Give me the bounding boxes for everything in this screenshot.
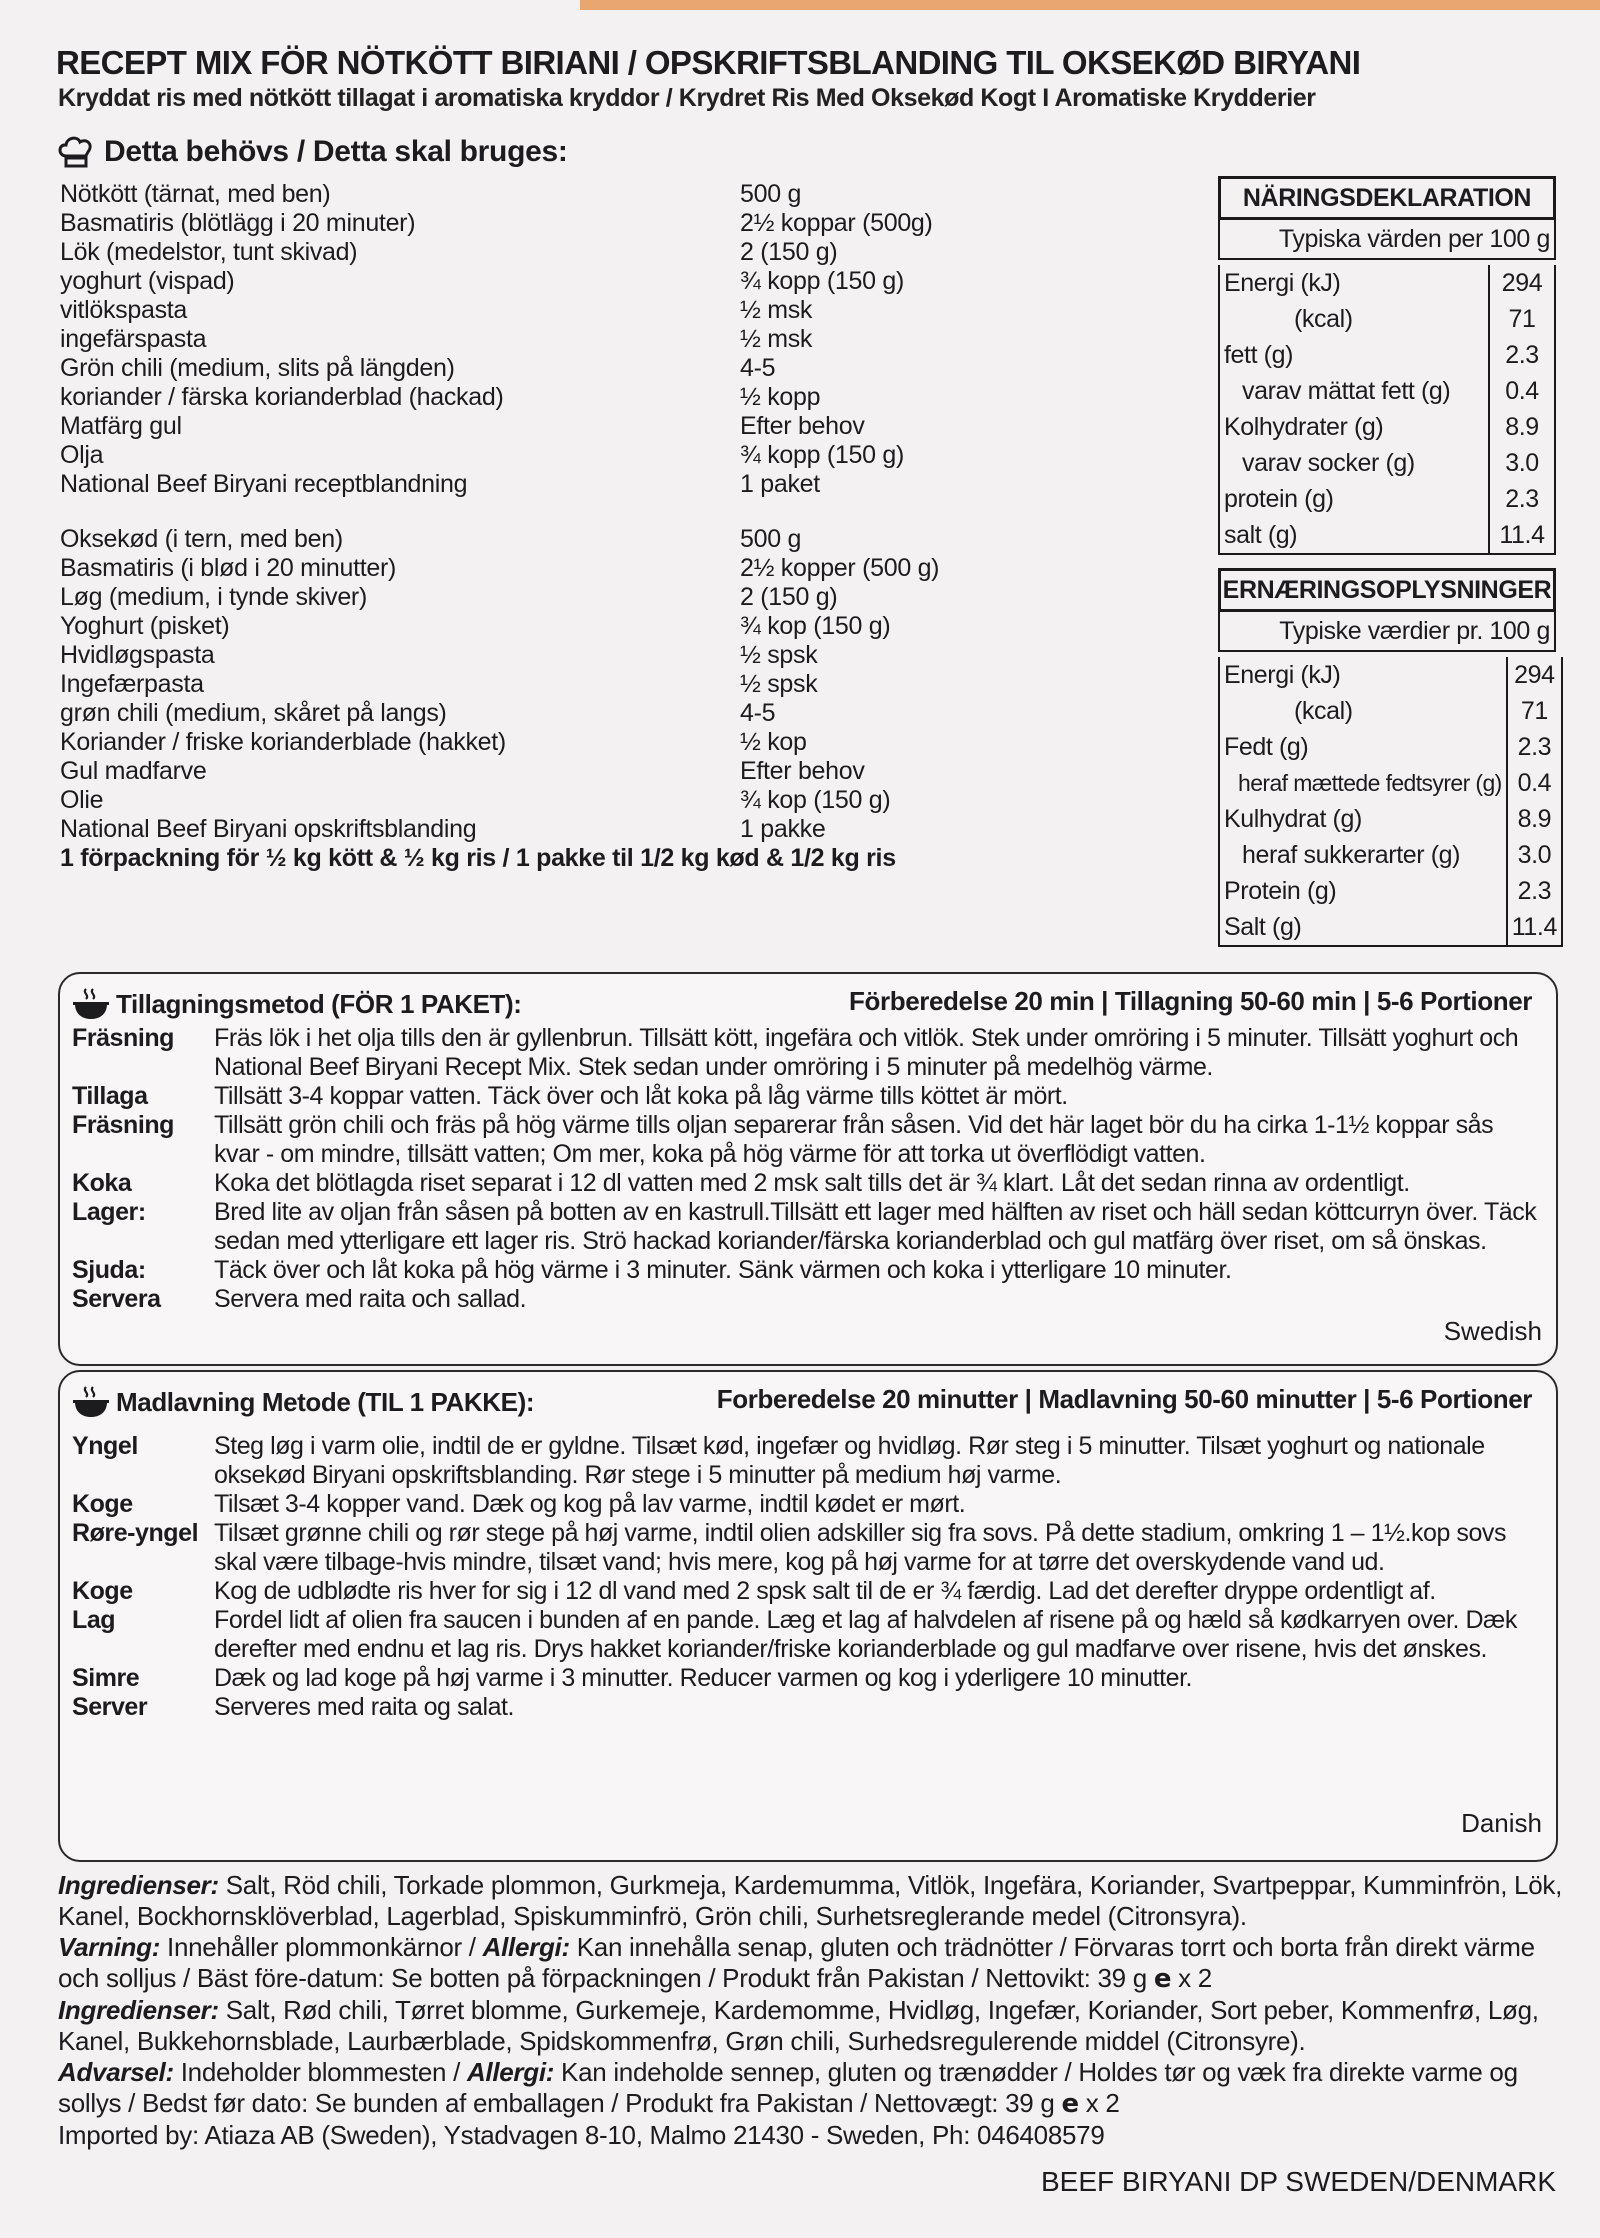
nutrition-row (1219, 873, 1562, 909)
ingredient-name: Lök (medelstor, tunt skivad) (60, 238, 358, 266)
nutrition-label: heraf sukkerarter (g) (1242, 840, 1461, 869)
method-step (72, 1082, 1552, 1111)
ingredient-row (60, 354, 1200, 383)
nutrition-value: 294 (1507, 657, 1562, 693)
nutrition-table-da (1218, 568, 1556, 947)
nutrition-value: 0.4 (1507, 765, 1562, 801)
step-text: Steg løg i varm olie, indtil de er gyldne. Tilsæt kød, ingefær og hvidløg. Rør steg i 5 minutter. Tilsæt yoghurt og nationale oksekød Biryani opskriftsblanding. Rør stege i 5 minutter på medium høj varme. (214, 1432, 1485, 1489)
ingredient-row (60, 180, 1200, 209)
ingredient-qty: 500 g (740, 525, 802, 553)
step-label: Sjuda: (72, 1256, 146, 1284)
nutrition-row (1219, 445, 1555, 481)
ingredient-row (60, 383, 1200, 412)
ingredient-name: Nötkött (tärnat, med ben) (60, 180, 331, 208)
method-heading-row (72, 1380, 1542, 1420)
ingredient-row (60, 612, 1200, 641)
nutrition-label: Energi (kJ) (1224, 660, 1341, 689)
ingredient-name: koriander / färska korianderblad (hackad) (60, 383, 504, 411)
nutrition-row (1219, 517, 1555, 554)
ingredient-qty: ½ kop (740, 728, 807, 756)
nutrition-value: 71 (1489, 301, 1555, 337)
nutrition-label: salt (g) (1224, 520, 1298, 549)
ingredient-qty: ¾ kop (150 g) (740, 612, 891, 640)
method-steps (72, 1432, 1552, 1722)
nutrition-value: 71 (1507, 693, 1562, 729)
ingredient-qty: 2 (150 g) (740, 583, 838, 611)
ingredient-name: Yoghurt (pisket) (60, 612, 230, 640)
method-heading-text: Tillagningsmetod (FÖR 1 PAKET): (116, 988, 522, 1019)
nutrition-label: (kcal) (1294, 304, 1353, 333)
ingredient-name: Matfärg gul (60, 412, 182, 440)
ingredient-row (60, 786, 1200, 815)
ingredients-text: Salt, Röd chili, Torkade plommon, Gurkmeja, Kardemumma, Vitlök, Ingefära, Koriander, Svartpeppar, Kumminfrön, Lök, Kanel, Bockhornsklöverblad, Lagerblad, Spiskumminfrö, Grön chili, Surhetsreglerande medel (Citronsyra). (58, 1870, 1562, 1931)
ingredients-sv (58, 1870, 1578, 1932)
ingredient-row (60, 757, 1200, 786)
ingredient-row (60, 412, 1200, 441)
step-text: Serveres med raita og salat. (214, 1693, 515, 1721)
list-spacer (60, 499, 1200, 525)
nutrition-values (1218, 265, 1556, 555)
method-box-sv (58, 972, 1558, 1366)
nutrition-value: 2.3 (1489, 337, 1555, 373)
language-label: Danish (1461, 1808, 1542, 1838)
step-text: Kog de udblødte ris hver for sig i 12 dl vand med 2 spsk salt til de er ¾ færdig. Lad det derefter dryppe ordentligt af. (214, 1577, 1436, 1605)
ingredient-row (60, 699, 1200, 728)
ingredients-da (58, 1995, 1578, 2057)
nutrition-value: 2.3 (1489, 481, 1555, 517)
nutrition-table-sv (1218, 176, 1556, 555)
step-text: Täck över och låt koka på hög värme i 3 minuter. Sänk värmen och koka i ytterligare 10 minuter. (214, 1256, 1232, 1284)
language-label: Swedish (1443, 1316, 1542, 1346)
ingredient-name: Gul madfarve (60, 757, 207, 785)
quantity-suffix: x 2 (1171, 1963, 1212, 1993)
ingredient-name: Hvidløgspasta (60, 641, 215, 669)
ingredient-row (60, 441, 1200, 470)
nutrition-value: 294 (1489, 265, 1555, 301)
allergy-label: Allergi: (466, 2057, 555, 2087)
step-label: Server (72, 1693, 148, 1721)
ingredient-name: Grön chili (medium, slits på längden) (60, 354, 455, 382)
step-text: Tillsätt grön chili och fräs på hög värme tills oljan separerar från såsen. Vid det här laget bör du ha cirka 1-1½ koppar sås kvar - om mindre, tillsätt vatten; Om mer, koka på hög värme för att torka ut överflödigt vatten. (214, 1111, 1494, 1168)
ingredient-qty: ¾ kopp (150 g) (740, 267, 904, 295)
step-text: Tilsæt 3-4 kopper vand. Dæk og kog på lav varme, indtil kødet er mørt. (214, 1490, 966, 1518)
ingredient-row (60, 554, 1200, 583)
step-text: Fräs lök i het olja tills den är gyllenbrun. Tillsätt kött, ingefära och vitlök. Stek under omröring i 5 minuter. Tillsätt yoghurt och National Beef Biryani Recept Mix. Stek sedan under omröring i 5 minuter på medelhög värme. (214, 1024, 1519, 1081)
importer-info: Imported by: Atiaza AB (Sweden), Ystadvagen 8-10, Malmo 21430 - Sweden, Ph: 046408579 (58, 2120, 1105, 2150)
ingredient-name: Løg (medium, i tynde skiver) (60, 583, 367, 611)
warning-label: Varning: (58, 1932, 161, 1962)
ingredient-name: vitlökspasta (60, 296, 188, 324)
ingredient-qty: ½ spsk (740, 641, 818, 669)
method-box-da (58, 1370, 1558, 1862)
needs-heading-text: Detta behövs / Detta skal bruges: (104, 135, 568, 168)
nutrition-values (1218, 657, 1563, 947)
warning-label: Advarsel: (58, 2057, 174, 2087)
nutrition-row (1219, 729, 1562, 765)
ingredient-name: Koriander / friske korianderblade (hakket) (60, 728, 506, 756)
step-label: Koge (72, 1490, 133, 1518)
step-label: Koge (72, 1577, 133, 1605)
nutrition-row (1219, 373, 1555, 409)
method-heading (72, 1384, 534, 1420)
ingredients-text: Salt, Rød chili, Tørret blomme, Gurkemeje, Kardemomme, Hvidløg, Ingefær, Koriander, Sort peber, Kommenfrø, Løg, Kanel, Bukkehornsblade, Laurbærblade, Spidskommenfrø, Grøn chili, Surhedsregulerende middel (Citronsyre). (58, 1995, 1539, 2056)
nutrition-value: 2.3 (1507, 873, 1562, 909)
nutrition-label: (kcal) (1294, 696, 1353, 725)
ingredient-name: ingefärspasta (60, 325, 207, 353)
ingredient-name: yoghurt (vispad) (60, 267, 235, 295)
method-heading-row (72, 982, 1542, 1022)
method-step (72, 1577, 1552, 1606)
ingredient-row (60, 296, 1200, 325)
ingredient-name: Olja (60, 441, 104, 469)
warning-text: Innehåller plommonkärnor / (160, 1932, 483, 1962)
ingredient-row (60, 815, 1200, 844)
pack-note: 1 förpackning för ½ kg kött & ½ kg ris / 1 pakke til 1/2 kg kød & 1/2 kg ris (60, 844, 896, 872)
nutrition-value: 8.9 (1507, 801, 1562, 837)
allergy-text: Kan innehålla senap, gluten och trädnötter / Förvaras torrt och borta från direkt värme och solljus / Bäst före-datum: Se botten på förpackningen / Produkt från Pakistan / Nettovikt: 39 g (58, 1932, 1535, 1993)
nutrition-label: protein (g) (1224, 484, 1334, 513)
ingredient-row (60, 238, 1200, 267)
nutrition-label: varav mättat fett (g) (1242, 376, 1451, 405)
method-heading-text: Madlavning Metode (TIL 1 PAKKE): (116, 1386, 535, 1417)
ingredient-row (60, 209, 1200, 238)
nutrition-value: 11.4 (1489, 517, 1555, 554)
ingredient-qty: ½ msk (740, 325, 813, 353)
method-step (72, 1664, 1552, 1693)
ingredient-qty: 2½ kopper (500 g) (740, 554, 940, 582)
nutrition-label: Kolhydrater (g) (1224, 412, 1384, 441)
ingredient-row (60, 470, 1200, 499)
nutrition-subheading: Typiska värden per 100 g (1218, 220, 1556, 260)
ingredient-qty: Efter behov (740, 412, 865, 440)
quantity-suffix: x 2 (1078, 2088, 1120, 2118)
nutrition-label: Protein (g) (1224, 876, 1337, 905)
method-step (72, 1693, 1552, 1722)
nutrition-value: 8.9 (1489, 409, 1555, 445)
product-code: BEEF BIRYANI DP SWEDEN/DENMARK (1041, 2166, 1556, 2197)
method-step (72, 1285, 1552, 1314)
ingredient-row (60, 267, 1200, 296)
ingredient-name: grøn chili (medium, skåret på langs) (60, 699, 447, 727)
estimated-sign-icon: e (1061, 2089, 1079, 2119)
method-step (72, 1024, 1552, 1082)
ingredient-row (60, 670, 1200, 699)
ingredient-name: National Beef Biryani opskriftsblanding (60, 815, 477, 843)
page-subtitle: Kryddat ris med nötkött tillagat i aromatiska kryddor / Krydret Ris Med Oksekød Kogt I Aromatiske Krydderier (58, 84, 1316, 112)
step-label: Tillaga (72, 1082, 148, 1110)
nutrition-value: 3.0 (1489, 445, 1555, 481)
step-label: Yngel (72, 1432, 138, 1460)
nutrition-label: varav socker (g) (1242, 448, 1415, 477)
ingredient-name: Olie (60, 786, 104, 814)
nutrition-row (1219, 481, 1555, 517)
ingredient-qty: 2 (150 g) (740, 238, 838, 266)
step-text: Koka det blötlagda riset separat i 12 dl vatten med 2 msk salt tills det är ¾ klart. Låt det sedan rinna av ordentligt. (214, 1169, 1410, 1197)
ingredients-label: Ingredienser: (58, 1870, 219, 1900)
step-text: Dæk og lad koge på høj varme i 3 minutter. Reducer varmen og kog i yderligere 10 minutter. (214, 1664, 1193, 1692)
allergy-text: Kan indeholde sennep, gluten og trænødder / Holdes tør og væk fra direkte varme og sollys / Bedst før dato: Se bunden af emballagen / Produkt fra Pakistan / Nettovægt: 39 g (58, 2057, 1518, 2118)
nutrition-row (1219, 837, 1562, 873)
page-title: RECEPT MIX FÖR NÖTKÖTT BIRIANI / OPSKRIFTSBLANDING TIL OKSEKØD BIRYANI (56, 44, 1361, 81)
method-step (72, 1198, 1552, 1256)
estimated-sign-icon: e (1153, 1964, 1172, 1994)
method-steps (72, 1024, 1552, 1314)
method-step (72, 1606, 1552, 1664)
step-label: Fräsning (72, 1024, 174, 1052)
ingredient-qty: 4-5 (740, 354, 776, 382)
warning-text: Indeholder blommesten / (173, 2057, 467, 2087)
method-step (72, 1111, 1552, 1169)
nutrition-label: fett (g) (1224, 340, 1294, 369)
step-text: Servera med raita och sallad. (214, 1285, 527, 1313)
ingredients-and-warnings (58, 1870, 1578, 2151)
cooking-pot-icon (72, 1384, 110, 1420)
nutrition-row (1219, 801, 1562, 837)
ingredient-row (60, 728, 1200, 757)
step-text: Tilsæt grønne chili og rør stege på høj varme, indtil olien adskiller sig fra sovs. På dette stadium, omkring 1 – 1½.kop sovs skal være tilbage-hvis mindre, tilsæt vand; hvis mere, kog på høj varme for at tørre det overskydende vand ud. (214, 1519, 1507, 1576)
step-text: Tillsätt 3-4 koppar vatten. Täck över och låt koka på låg värme tills köttet är mört. (214, 1082, 1068, 1110)
nutrition-row (1219, 409, 1555, 445)
method-step (72, 1490, 1552, 1519)
warning-sv (58, 1932, 1578, 1995)
step-label: Servera (72, 1285, 161, 1313)
ingredient-qty: 4-5 (740, 699, 776, 727)
nutrition-heading: ERNÆRINGSOPLYSNINGER (1218, 568, 1556, 612)
nutrition-value: 0.4 (1489, 373, 1555, 409)
ingredient-name: Basmatiris (i blød i 20 minutter) (60, 554, 397, 582)
ingredient-row (60, 583, 1200, 612)
ingredient-row (60, 525, 1200, 554)
ingredient-name: Oksekød (i tern, med ben) (60, 525, 343, 553)
step-label: Røre-yngel (72, 1519, 199, 1547)
step-text: Fordel lidt af olien fra saucen i bunden af en pande. Læg et lag af halvdelen af risene på og hæld så kødkarryen over. Dæk derefter med endnu et lag ris. Drys hakket koriander/friske korianderblade og gul madfarve over risene, hvis det ønskes. (214, 1606, 1517, 1663)
nutrition-row (1219, 337, 1555, 373)
method-step (72, 1169, 1552, 1198)
ingredient-list (60, 180, 1200, 873)
nutrition-label: Fedt (g) (1224, 732, 1309, 761)
ingredient-row (60, 641, 1200, 670)
step-label: Fräsning (72, 1111, 174, 1139)
nutrition-row (1219, 765, 1562, 801)
ingredient-qty: Efter behov (740, 757, 865, 785)
method-step (72, 1432, 1552, 1490)
ingredient-qty: ½ spsk (740, 670, 818, 698)
warning-da (58, 2057, 1578, 2120)
cooking-pot-icon (72, 986, 110, 1022)
chef-hat-icon (56, 134, 96, 170)
ingredient-qty: ½ msk (740, 296, 813, 324)
needs-heading (56, 134, 568, 170)
step-label: Lager: (72, 1198, 146, 1226)
step-label: Koka (72, 1169, 132, 1197)
nutrition-value: 3.0 (1507, 837, 1562, 873)
method-timing: Förberedelse 20 min | Tillagning 50-60 min | 5-6 Portioner (849, 986, 1532, 1016)
ingredient-qty: ¾ kopp (150 g) (740, 441, 904, 469)
allergy-label: Allergi: (482, 1932, 570, 1962)
ingredient-qty: 500 g (740, 180, 802, 208)
nutrition-value: 11.4 (1507, 909, 1562, 946)
nutrition-row (1219, 657, 1562, 693)
ingredients-label: Ingredienser: (58, 1995, 219, 2025)
nutrition-label: Salt (g) (1224, 912, 1302, 941)
method-step (72, 1256, 1552, 1285)
ingredient-qty: ¾ kop (150 g) (740, 786, 891, 814)
nutrition-label: Kulhydrat (g) (1224, 804, 1362, 833)
ingredient-qty: 1 pakke (740, 815, 826, 843)
nutrition-value: 2.3 (1507, 729, 1562, 765)
ingredient-row (60, 325, 1200, 354)
nutrition-heading: NÄRINGSDEKLARATION (1218, 176, 1556, 220)
step-label: Simre (72, 1664, 140, 1692)
nutrition-row (1219, 909, 1562, 946)
ingredient-qty: ½ kopp (740, 383, 821, 411)
ingredient-qty: 1 paket (740, 470, 820, 498)
nutrition-row (1219, 265, 1555, 301)
step-text: Bred lite av oljan från såsen på botten av en kastrull.Tillsätt ett lager med hälften av riset och häll sedan köttcurryn över. Täck sedan med ytterligare ett lager ris. Strö hackad koriander/färska korianderblad och gul matfärg över riset, om så önskas. (214, 1198, 1537, 1255)
ingredient-name: Ingefærpasta (60, 670, 204, 698)
nutrition-subheading: Typiske værdier pr. 100 g (1218, 612, 1556, 652)
nutrition-label: heraf mættede fedtsyrer (g) (1238, 769, 1502, 796)
nutrition-row (1219, 693, 1562, 729)
method-timing: Forberedelse 20 minutter | Madlavning 50-60 minutter | 5-6 Portioner (716, 1384, 1532, 1414)
nutrition-label: Energi (kJ) (1224, 268, 1341, 297)
ingredient-name: National Beef Biryani receptblandning (60, 470, 468, 498)
method-step (72, 1519, 1552, 1577)
nutrition-row (1219, 301, 1555, 337)
ingredient-name: Basmatiris (blötlägg i 20 minuter) (60, 209, 416, 237)
step-label: Lag (72, 1606, 116, 1634)
method-heading (72, 986, 522, 1022)
ingredient-qty: 2½ koppar (500g) (740, 209, 933, 237)
